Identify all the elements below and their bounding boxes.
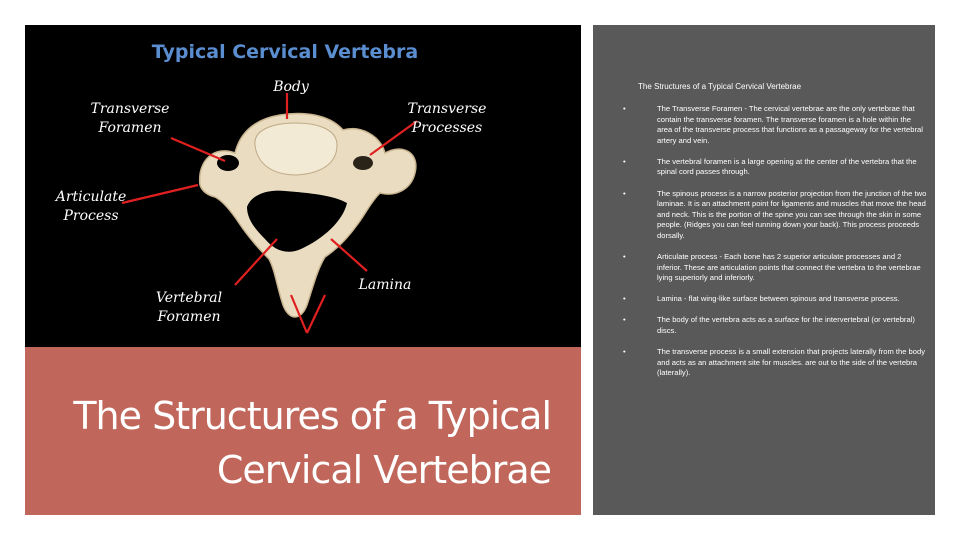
label-transverse-foramen-2: Foramen: [98, 120, 162, 136]
bullet-text: The vertebral foramen is a large opening at the center of the vertebra that the spinal cord passes through.: [657, 156, 917, 177]
bullet-text: The spinous process is a narrow posterior projection from the junction of the two laminae. It is an attachment point for ligaments and muscles that move the head and neck. This is the portion of the spine you can see through the skin in some people. (Ridges you can feel running down your back). This process proceeds dorsally.: [657, 188, 927, 240]
bullet-text: Lamina - flat wing-like surface between spinous and transverse process.: [657, 294, 900, 304]
title-box: [25, 347, 581, 515]
bullet-dot: •: [623, 252, 626, 262]
bullet-item: [623, 252, 928, 284]
bullet-text: Articulate process - Each bone has 2 superior articulate processes and 2 inferior. These are articulation points that connect the vertebra to the vertebrae lying superiorly and inferiorly.: [657, 252, 921, 283]
label-articulate-process-1: Articulate: [55, 189, 127, 205]
bullet-dot: •: [623, 156, 626, 166]
label-transverse-processes-2: Processes: [411, 120, 483, 136]
label-transverse-foramen-1: Transverse: [90, 101, 170, 117]
label-articulate-process-2: Process: [63, 208, 119, 224]
slide-title: [31, 389, 551, 497]
bullet-item: [623, 294, 928, 305]
bullet-dot: •: [623, 104, 626, 113]
content-panel: [593, 25, 935, 515]
bullet-list: [623, 104, 928, 389]
bullet-dot: •: [623, 347, 626, 357]
bullet-item: [623, 189, 928, 242]
vertebra-figure: [25, 25, 581, 347]
panel-heading: The Structures of a Typical Cervical Vertebrae: [638, 82, 802, 91]
bullet-dot: •: [623, 294, 626, 304]
label-body: Body: [273, 79, 309, 95]
bullet-text: The body of the vertebra acts as a surface for the intervertebral (or vertebral) discs.: [657, 315, 915, 335]
label-vertebral-foramen-2: Foramen: [157, 309, 221, 325]
vertebra-diagram: [25, 25, 581, 347]
bullet-item: [623, 347, 928, 379]
slide-title-line1: The Structures of a Typical: [73, 394, 551, 438]
bullet-text: The transverse process is a small extension that projects laterally from the body and acts as an attachment site for muscles. are out to the side of the vertebra (laterally).: [657, 347, 926, 378]
bullet-text: The Transverse Foramen - The cervical vertebrae are the only vertebrae that contain the transverse foramen. The transverse foramen is a hole within the area of the transverse process that functions as a passageway for the vertebral artery and vein.: [657, 104, 923, 145]
bullet-dot: •: [623, 188, 626, 198]
bullet-item: [623, 157, 928, 178]
bullet-item: [623, 315, 928, 336]
transverse-foramen-hole: [217, 155, 239, 171]
label-transverse-processes-1: Transverse: [407, 101, 487, 117]
bullet-dot: •: [623, 315, 626, 325]
bullet-item: [623, 104, 928, 146]
figure-title: Typical Cervical Vertebra: [151, 41, 419, 63]
label-lamina: Lamina: [358, 277, 412, 293]
slide-title-line2: Cervical Vertebrae: [216, 448, 551, 492]
label-vertebral-foramen-1: Vertebral: [155, 290, 223, 306]
